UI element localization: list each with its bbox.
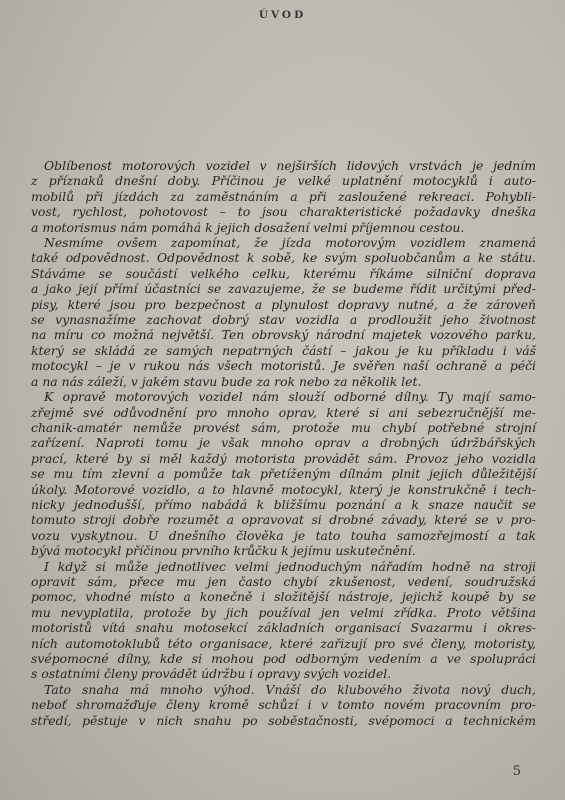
text-line: který se skládá ze samých nepatrných částí – jakou je ku příkladu i váš [31,342,536,358]
text-line: opravit sám, přece mu jen často chybí zkušenost, vedení, soudružská [31,573,536,589]
text-line: I když si může jednotlivec velmi jednoduchým nářadím hodně na stroji [44,558,536,574]
text-line: K opravě motorových vozidel nám slouží odborné dílny. Ty mají samo- [44,389,536,405]
text-line: nicky jednodušší, přímo nabádá k bližšímu poznání a k snaze naučit se [31,496,536,512]
text-line: pisy, které jsou pro bezpečnost a plynulost dopravy nutné, a že zároveň [31,296,536,312]
text-line: na míru co možná největší. Ten obrovský národní majetek vozového parku, [31,327,536,343]
text-line: ních automotoklubů této organisace, které zařizují pro své členy, motoristy, [31,635,536,651]
text-line: a jako její přímí účastníci se zavazujeme, že se budeme řídit určitými před- [31,281,536,297]
chapter-title: ÚVOD [258,9,307,21]
text-line: také odpovědnost. Odpovědnost k sobě, ke svým spoluobčanům a ke státu. [31,250,536,266]
body-text [31,158,536,728]
text-line: Nesmíme ovšem zapomínat, že jízda motorovým vozidlem znamená [44,235,536,251]
text-line: mu nevyplatila, protože by jich používal jen velmi zřídka. Proto většina [31,604,536,620]
text-line: z příznaků dnešní doby. Příčinou je velké uplatnění motocyklů i auto- [31,173,536,189]
text-line: bývá motocykl příčinou prvního krůčku k jejímu uskutečnění. [31,543,416,559]
text-line: neboť shromažďuje členy kromě schůzí i v tomto novém pracovním pro- [31,697,536,713]
text-line: zařízení. Naproti tomu je však mnoho oprav a drobných údržbářských [31,435,536,451]
text-line: zřejmě své odůvodnění pro mnoho oprav, které si ani sebezručnější me- [31,404,536,420]
text-line: se mu tím zlevní a pomůže tak přetíženým dílnám plnit jejich důležitější [31,466,536,482]
text-line: a motorismus nám pomáhá k jejich dosažení velmi příjemnou cestou. [31,219,465,235]
text-line: tomuto stroji dobře rozumět a opravovat si drobné závady, které se v pro- [31,512,536,528]
text-line: chanik-amatér nemůže provést sám, protože mu chybí potřebné strojní [31,419,536,435]
text-line: s ostatními členy provádět údržbu i opravy svých vozidel. [31,666,392,682]
text-line: mobilů při jízdách za zaměstnáním a při zasloužené rekreaci. Pohybli- [31,188,536,204]
text-line: úkoly. Motorové vozidlo, a to hlavně motocykl, který je konstrukčně i tech- [31,481,536,497]
text-line: vost, rychlost, pohotovost – to jsou charakteristické požadavky dneška [31,204,536,220]
text-line: Oblíbenost motorových vozidel v nejširších lidových vrstvách je jedním [44,158,536,173]
text-line: Stáváme se součástí velkého celku, kterému říkáme silniční doprava [31,265,536,281]
text-line: se vynasnažíme zachovat dobrý stav vozidla a prodloužit jeho životnost [31,312,536,328]
text-line: motocykl – je v rukou nás všech motoristů. Je svěřen naší ochraně a péči [31,358,536,374]
text-line: prací, které by si měl každý motorista provádět sám. Provoz jeho vozidla [31,450,536,466]
text-line: středí, pěstuje v nich snahu po soběstačnosti, svépomoci a technickém [31,712,536,728]
text-line: pomoc, vhodné místo a konečně i složitější nástroje, jejichž koupě by se [31,589,536,605]
page-number: 5 [512,764,521,779]
text-line: svépomocné dílny, kde si mohou pod odborným vedením a ve spolupráci [31,651,536,666]
text-line: motoristů vítá snahu motosekcí základních organisací Svazarmu i okres- [31,620,536,636]
text-line: Tato snaha má mnoho výhod. Vnáší do klubového života nový duch, [44,681,536,697]
text-line: a na nás záleží, v jakém stavu bude za rok nebo za několik let. [31,373,422,389]
text-line: vozu vyskytnou. U dnešního člověka je tato touha samozřejmostí a tak [31,527,536,543]
